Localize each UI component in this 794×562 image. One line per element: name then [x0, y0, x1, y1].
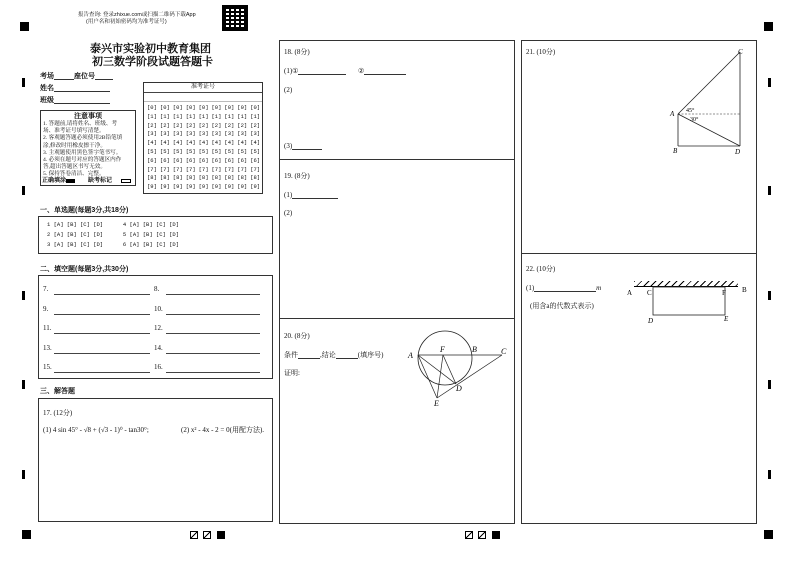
admission-digit-bubble[interactable]: [3] [198, 130, 209, 138]
admission-number-grid[interactable] [143, 82, 263, 194]
notice-line: 1. 答题前,请将姓名、班级、考 [43, 121, 118, 127]
admission-digit-bubble[interactable]: [5] [224, 147, 235, 155]
admission-digit-bubble[interactable]: [4] [237, 139, 248, 147]
admission-digit-bubble[interactable]: [2] [198, 121, 209, 129]
admission-digit-bubble[interactable]: [3] [159, 130, 170, 138]
admission-digit-bubble[interactable]: [3] [147, 130, 157, 138]
q18-part1b-label: ② [357, 67, 365, 75]
admission-digit-bubble[interactable]: [9] [250, 183, 261, 191]
admission-digit-bubble[interactable]: [8] [237, 174, 248, 182]
admission-digit-bubble[interactable]: [8] [250, 174, 261, 182]
choice-row[interactable]: 1 [A] [B] [C] [D] 4 [A] [B] [C] [D] [47, 221, 180, 228]
q20-point-d: D [456, 384, 462, 393]
correct-fill-sample [66, 179, 75, 183]
corner-mark-bottom-right [764, 530, 773, 539]
admission-digit-bubble[interactable]: [7] [237, 165, 248, 173]
q20-condition-suffix: (填序号) [357, 351, 384, 359]
fill-in-number: 8. [154, 285, 160, 293]
q18-part3-label: (3) [284, 142, 293, 150]
fill-in-number: 13. [43, 343, 52, 352]
corner-mark-top-right [764, 22, 773, 31]
corner-mark-top-left [20, 22, 29, 31]
q17-part2: (2) x² - 4x - 2 = 0(用配方法). [181, 426, 265, 434]
admission-digit-column[interactable] [160, 104, 170, 192]
single-choice-box[interactable] [38, 216, 273, 254]
q21-point-d: D [735, 148, 741, 156]
admission-digit-bubble[interactable]: [9] [147, 183, 157, 191]
timing-mark [22, 78, 25, 87]
admission-digit-bubble[interactable]: [9] [198, 183, 209, 191]
admission-digit-bubble[interactable]: [2] [250, 121, 261, 129]
q17-part1: (1) 4 sin 45° - √8 + (√3 - 1)⁰ - tan30°; [43, 426, 149, 434]
q20-point-c: C [501, 347, 507, 356]
q19-part1[interactable] [284, 191, 338, 199]
admission-digit-bubble[interactable]: [4] [211, 139, 222, 147]
admission-digit-bubble[interactable]: [7] [185, 165, 196, 173]
timing-mark [768, 78, 771, 87]
admission-digit-column[interactable] [237, 104, 247, 192]
page-marker-icon [203, 531, 211, 539]
page-marker-block [492, 531, 500, 539]
class-field[interactable] [40, 96, 110, 104]
qr-code-icon [222, 5, 248, 31]
q18-label: 18. (8分) [284, 48, 310, 56]
q22-part1-label: (1) [526, 284, 535, 292]
fill-in-number: 7. [43, 285, 49, 293]
fill-in-answer-line[interactable] [54, 353, 150, 354]
notice-line: 答,超出答题区书写无效。 [43, 164, 106, 171]
q20-point-b: B [472, 345, 477, 354]
name-label: 姓名 [40, 84, 54, 92]
q22-point-a: A [627, 289, 633, 297]
admission-digit-bubble[interactable]: [1] [237, 112, 248, 120]
q22-point-f: F [722, 289, 726, 297]
admission-digit-bubble[interactable]: [8] [147, 174, 157, 182]
admission-digit-bubble[interactable]: [9] [159, 183, 170, 191]
q20-point-f: F [440, 345, 445, 354]
fill-in-answer-line[interactable] [166, 372, 260, 373]
admission-digit-bubble[interactable]: [1] [172, 112, 183, 120]
q21-point-a: A [670, 110, 675, 118]
admission-digit-bubble[interactable]: [3] [172, 130, 183, 138]
admission-digit-bubble[interactable]: [6] [172, 156, 183, 164]
notice-line: 5. 保持答卷清洁、完整。 [43, 171, 105, 178]
admission-digit-bubble[interactable]: [5] [159, 147, 170, 155]
admission-digit-bubble[interactable]: [4] [185, 139, 196, 147]
q20-circle-figure [405, 328, 513, 410]
admission-digit-bubble[interactable]: [3] [185, 130, 196, 138]
admission-digit-bubble[interactable]: [5] [198, 147, 209, 155]
q20-point-a: A [408, 351, 413, 360]
admission-digit-column[interactable] [199, 104, 209, 192]
admission-digit-bubble[interactable]: [6] [237, 156, 248, 164]
report-query-note: 报告查询: 登录zhixue.com或扫描二维码下载App [78, 12, 196, 18]
timing-mark [22, 291, 25, 300]
q20-condition-prefix: 条件 [284, 351, 298, 359]
q20-label: 20. (8分) [284, 332, 310, 340]
fill-in-number: 9. [43, 304, 49, 313]
fill-in-number: 11. [43, 324, 52, 332]
q22-point-c: C [647, 289, 652, 297]
timing-mark [22, 470, 25, 479]
admission-digit-bubble[interactable]: [8] [159, 174, 170, 182]
admission-digit-bubble[interactable]: [9] [185, 183, 196, 191]
admission-digit-bubble[interactable]: [7] [211, 165, 222, 173]
fill-in-number: 10. [154, 304, 163, 313]
admission-digit-bubble[interactable]: [6] [224, 156, 235, 164]
q22-part1[interactable] [526, 284, 601, 292]
admission-digit-bubble[interactable]: [4] [172, 139, 183, 147]
exam-room-field[interactable] [40, 72, 113, 80]
q21-label: 21. (10分) [526, 48, 556, 56]
q18-part3[interactable] [284, 142, 322, 150]
admission-digit-bubble[interactable]: [1] [198, 112, 209, 120]
correct-fill-label: 正确填涂 [42, 178, 67, 184]
timing-mark [768, 380, 771, 389]
q19-label: 19. (8分) [284, 172, 310, 180]
admission-digit-bubble[interactable]: [2] [211, 121, 222, 129]
admission-digit-bubble[interactable]: [1] [147, 112, 157, 120]
admission-digit-bubble[interactable]: [3] [237, 130, 248, 138]
q20-proof-label: 证明: [284, 369, 300, 377]
admission-digit-column[interactable] [250, 104, 260, 192]
q22-point-d: D [648, 317, 654, 325]
admission-digit-bubble[interactable]: [5] [250, 147, 261, 155]
admission-digit-bubble[interactable]: [5] [147, 147, 157, 155]
q22-hint: (用含a的代数式表示) [530, 302, 594, 310]
admission-digit-bubble[interactable]: [0] [237, 104, 248, 111]
class-label: 班级 [40, 96, 54, 104]
missing-exam-checkbox[interactable] [121, 179, 131, 183]
admission-digit-bubble[interactable]: [2] [159, 121, 170, 129]
fill-in-answer-line[interactable] [166, 314, 260, 315]
admission-number-label: 准考证号 [190, 84, 215, 90]
missing-exam-label: 缺考标记 [88, 178, 113, 184]
q20-condition-line[interactable] [284, 351, 383, 359]
admission-digit-column[interactable] [224, 104, 234, 192]
admission-digit-bubble[interactable]: [7] [224, 165, 235, 173]
admission-digit-bubble[interactable]: [2] [172, 121, 183, 129]
notice-box [40, 110, 136, 186]
admission-digit-bubble[interactable]: [8] [172, 174, 183, 182]
q21-angle-45: 45° [686, 108, 695, 114]
q21-point-b: B [673, 147, 678, 155]
admission-digit-bubble[interactable]: [5] [211, 147, 222, 155]
admission-digit-bubble[interactable]: [0] [159, 104, 170, 111]
admission-digit-bubble[interactable]: [3] [250, 130, 261, 138]
fill-in-number: 14. [154, 343, 163, 352]
name-field[interactable] [40, 84, 110, 92]
admission-digit-bubble[interactable]: [6] [159, 156, 170, 164]
admission-digit-bubble[interactable]: [4] [224, 139, 235, 147]
admission-digit-bubble[interactable]: [4] [250, 139, 261, 147]
admission-digit-bubble[interactable]: [3] [211, 130, 222, 138]
fill-in-answer-line[interactable] [54, 314, 150, 315]
page-marker-icon [190, 531, 198, 539]
admission-digit-bubble[interactable]: [8] [224, 174, 235, 182]
admission-digit-column[interactable] [173, 104, 183, 192]
admission-digit-bubble[interactable]: [0] [211, 104, 222, 111]
corner-mark-bottom-left [22, 530, 31, 539]
fill-in-box [38, 275, 273, 379]
page-title: 初三数学阶段试题答题卡 [92, 56, 213, 68]
admission-digit-bubble[interactable]: [0] [198, 104, 209, 111]
fill-in-answer-line[interactable] [54, 333, 150, 334]
fill-in-number: 12. [154, 324, 163, 332]
admission-digit-bubble[interactable]: [1] [224, 112, 235, 120]
fill-in-answer-line[interactable] [54, 372, 150, 373]
school-name: 泰兴市实验初中教育集团 [90, 43, 211, 55]
admission-digit-bubble[interactable]: [3] [224, 130, 235, 138]
fill-in-answer-line[interactable] [166, 333, 260, 334]
choice-row[interactable]: 3 [A] [B] [C] [D] 6 [A] [B] [C] [D] [47, 241, 180, 248]
admission-digit-bubble[interactable]: [0] [185, 104, 196, 111]
admission-digit-bubble[interactable]: [2] [185, 121, 196, 129]
admission-digit-bubble[interactable]: [6] [211, 156, 222, 164]
q19-part1-label: (1) [284, 191, 293, 199]
admission-digit-bubble[interactable]: [8] [185, 174, 196, 182]
admission-digit-bubble[interactable]: [7] [250, 165, 261, 173]
q21-angle-30: 30° [690, 117, 699, 123]
fill-in-answer-line[interactable] [54, 294, 150, 295]
choice-row[interactable]: 2 [A] [B] [C] [D] 5 [A] [B] [C] [D] [47, 231, 180, 238]
admission-digit-bubble[interactable]: [2] [237, 121, 248, 129]
admission-digit-bubble[interactable]: [9] [224, 183, 235, 191]
notice-line: 2. 客观题答题必须使用2B铅笔填 [43, 135, 123, 142]
q20-condition-mid: ,结论 [320, 351, 336, 359]
q21-point-c: C [738, 48, 743, 56]
admission-digit-bubble[interactable]: [0] [147, 104, 157, 111]
notice-line: 涂,修改时用橡皮擦干净。 [43, 142, 106, 149]
fill-in-number: 16. [154, 363, 163, 371]
q21-tower-figure [668, 46, 752, 158]
q17-answer-box[interactable] [38, 398, 273, 522]
q22-point-e: E [724, 315, 729, 323]
admission-digit-bubble[interactable]: [5] [172, 147, 183, 155]
admission-digit-bubble[interactable]: [7] [147, 165, 157, 173]
admission-digit-bubble[interactable]: [9] [211, 183, 222, 191]
admission-digit-bubble[interactable]: [1] [211, 112, 222, 120]
section1-heading: 一、单选题(每题3分,共18分) [40, 207, 129, 214]
fill-in-number: 15. [43, 363, 52, 371]
admission-digit-bubble[interactable]: [1] [159, 112, 170, 120]
q22-unit: m [596, 284, 602, 292]
admission-digit-bubble[interactable]: [9] [172, 183, 183, 191]
section3-heading: 三、解答题 [40, 388, 75, 395]
admission-digit-bubble[interactable]: [0] [224, 104, 235, 111]
q22-label: 22. (10分) [526, 265, 556, 273]
admission-digit-bubble[interactable]: [7] [198, 165, 209, 173]
admission-digit-bubble[interactable]: [8] [211, 174, 222, 182]
admission-digit-bubble[interactable]: [2] [224, 121, 235, 129]
admission-digit-bubble[interactable]: [2] [147, 121, 157, 129]
admission-digit-bubble[interactable]: [7] [159, 165, 170, 173]
page-marker-block [217, 531, 225, 539]
section2-heading: 二、填空题(每题3分,共30分) [40, 266, 129, 273]
timing-mark [22, 186, 25, 195]
admission-digit-bubble[interactable]: [6] [185, 156, 196, 164]
seat-label: 座位号 [74, 72, 95, 80]
notice-line: 3. 主观题使用黑色签字笔书写。 [43, 149, 122, 156]
admission-digit-column[interactable] [186, 104, 196, 192]
admission-digit-bubble[interactable]: [4] [147, 139, 157, 147]
notice-line: 4. 必须在题号对应的答题区内作 [43, 157, 122, 164]
login-note: (用户名和初始密码均为准考证号) [86, 19, 167, 25]
admission-digit-bubble[interactable]: [6] [147, 156, 157, 164]
fill-in-answer-line[interactable] [166, 294, 260, 295]
notice-title: 注意事项 [74, 112, 102, 120]
admission-digit-bubble[interactable]: [6] [250, 156, 261, 164]
notice-line: 场、准考证号填写清楚。 [43, 128, 105, 135]
q22-point-b: B [742, 286, 747, 294]
admission-digit-bubble[interactable]: [5] [185, 147, 196, 155]
timing-mark [768, 186, 771, 195]
admission-digit-bubble[interactable]: [1] [185, 112, 196, 120]
middle-column-box [279, 40, 515, 524]
admission-digit-bubble[interactable]: [4] [159, 139, 170, 147]
admission-digit-bubble[interactable]: [6] [198, 156, 209, 164]
admission-digit-column[interactable] [212, 104, 222, 192]
admission-digit-bubble[interactable]: [7] [172, 165, 183, 173]
page-marker-icon [478, 531, 486, 539]
exam-room-label: 考场 [40, 72, 54, 80]
fill-in-answer-line[interactable] [166, 353, 260, 354]
admission-digit-bubble[interactable]: [4] [198, 139, 209, 147]
q20-circle [418, 331, 472, 385]
q20-point-e: E [434, 399, 439, 408]
timing-mark [768, 291, 771, 300]
page-marker-icon [465, 531, 473, 539]
admission-digit-column[interactable] [147, 104, 157, 192]
admission-digit-bubble[interactable]: [8] [198, 174, 209, 182]
q19-part2-label: (2) [284, 209, 293, 217]
q18-part1[interactable] [284, 67, 406, 75]
admission-digit-bubble[interactable]: [0] [172, 104, 183, 111]
admission-digit-bubble[interactable]: [1] [250, 112, 261, 120]
admission-digit-bubble[interactable]: [0] [250, 104, 261, 111]
admission-digit-bubble[interactable]: [5] [237, 147, 248, 155]
admission-digit-bubble[interactable]: [9] [237, 183, 248, 191]
q22-rectangle-figure [624, 284, 754, 326]
q18-part1-label: (1)① [284, 67, 299, 75]
q17-label: 17. (12分) [43, 409, 73, 417]
timing-mark [22, 380, 25, 389]
q18-part2-label: (2) [284, 86, 293, 94]
timing-mark [768, 470, 771, 479]
